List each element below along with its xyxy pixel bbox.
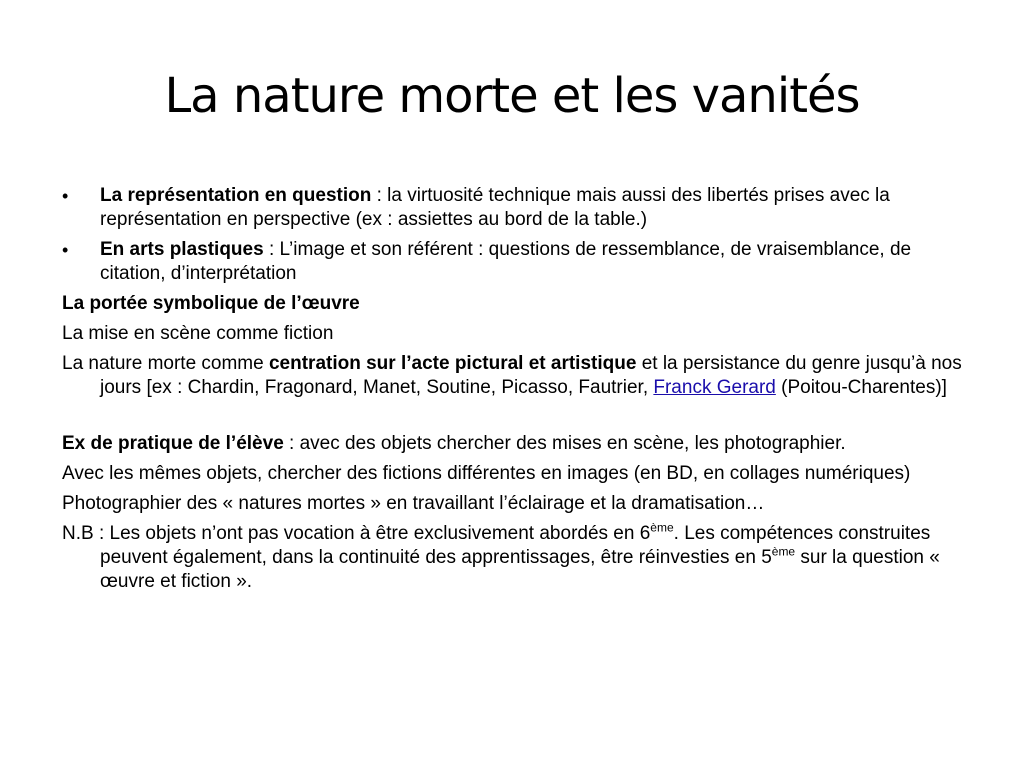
bullet-representation-text: : la virtuosité technique mais aussi des libertés prises avec la représentation en perspective (ex : assiettes au bord de la table.)	[100, 185, 890, 230]
slide-title: La nature morte et les vanités	[164, 68, 860, 124]
bullet-representation	[62, 184, 968, 232]
bullet-arts-plastiques-heading: En arts plastiques	[100, 239, 264, 260]
bullet-arts-plastiques	[62, 238, 968, 286]
photographier-text: Photographier des « natures mortes » en travaillant l’éclairage et la dramatisation…	[62, 493, 765, 514]
nature-morte-text-b: et la persistance du genre jusqu’à nos jours [ex : Chardin, Fragonard, Manet, Soutine, Picasso, Fautrier,	[100, 353, 962, 398]
portee-symbolique-heading: La portée symbolique de l’œuvre	[62, 293, 360, 314]
nature-morte-text-c: (Poitou-Charentes)]	[775, 377, 947, 398]
nb-superscript-2: ème	[771, 544, 796, 559]
bullet-representation-heading: La représentation en question	[100, 185, 372, 206]
franck-gerard-link[interactable]: Franck Gerard	[653, 377, 776, 398]
nb-text-a: N.B : Les objets n’ont pas vocation à être exclusivement abordés en 6	[62, 523, 651, 544]
slide-body	[62, 184, 968, 600]
paragraph-nature-morte	[62, 352, 968, 400]
bullet-dot-icon: •	[62, 186, 69, 206]
paragraph-mise-en-scene	[62, 322, 968, 346]
bullet-dot-icon: •	[62, 240, 69, 260]
paragraph-portee-symbolique	[62, 292, 968, 316]
nature-morte-bold: centration sur l’acte pictural et artistique	[268, 353, 637, 374]
nb-superscript-1: ème	[650, 520, 674, 535]
paragraph-photographier	[62, 492, 968, 516]
nb-text-b: . Les compétences construites peuvent également, dans la continuité des apprentissages, être réinvesties en 5	[100, 523, 931, 568]
paragraph-pratique-eleve	[62, 432, 968, 456]
pratique-eleve-text: : avec des objets chercher des mises en scène, les photographier.	[283, 433, 846, 454]
pratique-eleve-heading: Ex de pratique de l’élève	[62, 433, 284, 454]
nature-morte-text-a: La nature morte comme	[62, 353, 269, 374]
paragraph-memes-objets	[62, 462, 968, 486]
nb-text-c: sur la question « œuvre et fiction ».	[100, 547, 940, 592]
bullet-arts-plastiques-text: : L’image et son référent : questions de ressemblance, de vraisemblance, de citation, d’interprétation	[100, 239, 912, 284]
mise-en-scene-text: La mise en scène comme fiction	[62, 323, 334, 344]
paragraph-nb	[62, 522, 968, 594]
memes-objets-text: Avec les mêmes objets, chercher des fictions différentes en images (en BD, en collages numériques)	[62, 463, 911, 484]
paragraph-spacer	[62, 406, 968, 432]
